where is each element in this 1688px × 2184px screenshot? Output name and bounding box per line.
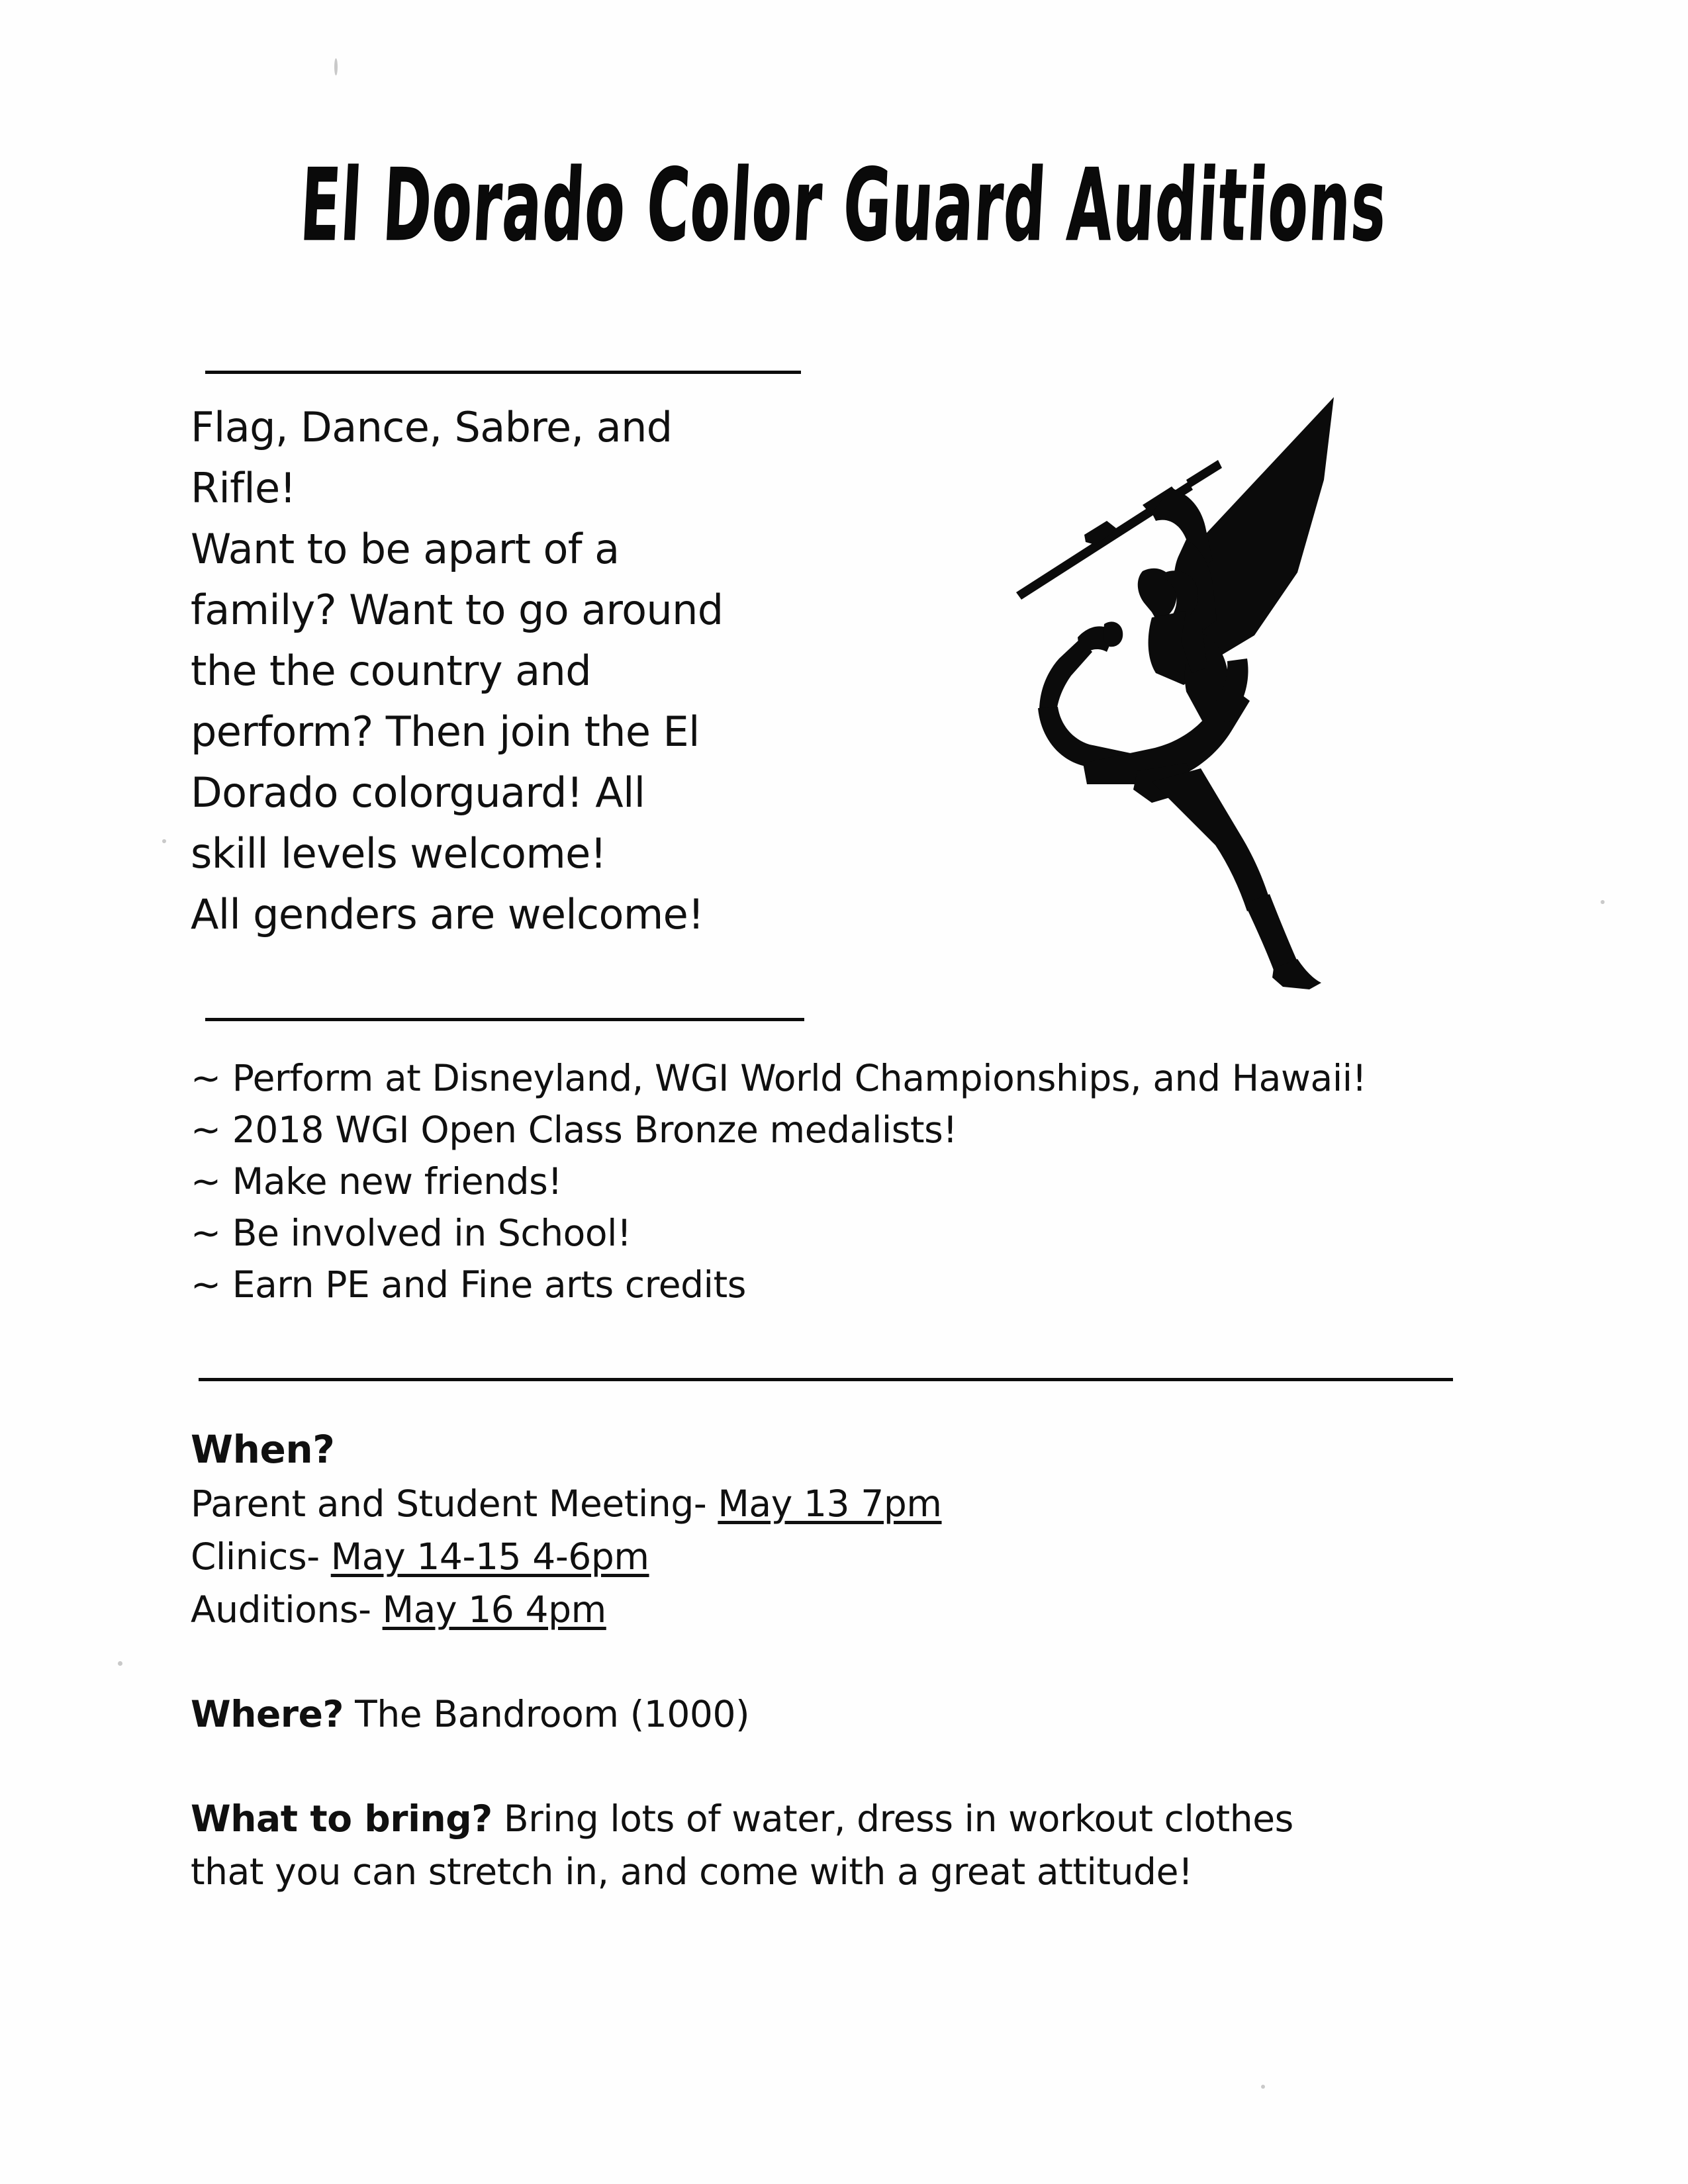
divider-rule-top <box>205 371 801 374</box>
benefits-list <box>191 1052 1515 1310</box>
what-to-bring-line-1: Bring lots of water, dress in workout clothes <box>492 1797 1293 1840</box>
divider-rule-long <box>199 1378 1453 1381</box>
scan-speck <box>334 58 338 75</box>
intro-line: perform? Then join the El <box>191 707 700 756</box>
spacer <box>191 1636 1548 1688</box>
schedule-row-auditions <box>191 1583 1548 1636</box>
where-heading: Where? <box>191 1693 344 1735</box>
what-to-bring-line-2-row <box>191 1845 1548 1898</box>
schedule-label: Clinics- <box>191 1535 331 1578</box>
list-item <box>191 1207 1515 1259</box>
intro-line: Flag, Dance, Sabre, and <box>191 403 673 451</box>
intro-line: skill levels welcome! <box>191 829 606 878</box>
intro-line: Dorado colorguard! All <box>191 768 645 817</box>
intro-line: family? Want to go around <box>191 586 724 634</box>
schedule-value: May 14-15 4-6pm <box>330 1535 649 1578</box>
bullet-marker: ~ <box>191 1109 221 1151</box>
list-item <box>191 1104 1515 1156</box>
page-title <box>0 148 1688 264</box>
scan-speck <box>1601 900 1605 904</box>
color-guard-performer-silhouette-icon <box>953 374 1350 989</box>
list-item-label: Perform at Disneyland, WGI World Championships, and Hawaii! <box>232 1057 1367 1099</box>
schedule-label: Auditions- <box>191 1588 383 1631</box>
where-value: The Bandroom (1000) <box>344 1693 750 1735</box>
intro-line: All genders are welcome! <box>191 890 704 938</box>
intro-line: the the country and <box>191 647 591 695</box>
bullet-marker: ~ <box>191 1263 221 1306</box>
list-item-label: 2018 WGI Open Class Bronze medalists! <box>232 1109 958 1151</box>
scan-speck <box>162 839 166 843</box>
details-section <box>191 1423 1548 1898</box>
where-row <box>191 1688 1548 1741</box>
divider-rule-middle <box>205 1018 804 1021</box>
schedule-row-meeting <box>191 1477 1548 1530</box>
list-item <box>191 1052 1515 1104</box>
bullet-marker: ~ <box>191 1212 221 1254</box>
list-item <box>191 1156 1515 1207</box>
bullet-marker: ~ <box>191 1057 221 1099</box>
spacer <box>191 1741 1548 1792</box>
scan-speck <box>118 1661 122 1666</box>
list-item-label: Earn PE and Fine arts credits <box>232 1263 746 1306</box>
intro-paragraph <box>191 397 826 945</box>
what-to-bring-line-2: that you can stretch in, and come with a great attitude! <box>191 1850 1193 1893</box>
flyer-title-text: El Dorado Color Guard Auditions <box>298 148 1390 264</box>
when-heading: When? <box>191 1427 335 1472</box>
schedule-value: May 13 7pm <box>718 1482 942 1525</box>
list-item <box>191 1259 1515 1310</box>
what-to-bring-heading: What to bring? <box>191 1797 492 1840</box>
scan-speck <box>1261 2085 1265 2089</box>
list-item-label: Make new friends! <box>232 1160 563 1203</box>
schedule-row-clinics <box>191 1530 1548 1583</box>
schedule-label: Parent and Student Meeting- <box>191 1482 718 1525</box>
bullet-marker: ~ <box>191 1160 221 1203</box>
intro-line: Want to be apart of a <box>191 525 620 573</box>
schedule-value: May 16 4pm <box>382 1588 606 1631</box>
list-item-label: Be involved in School! <box>232 1212 632 1254</box>
what-to-bring-row <box>191 1792 1548 1845</box>
intro-line: Rifle! <box>191 464 296 512</box>
